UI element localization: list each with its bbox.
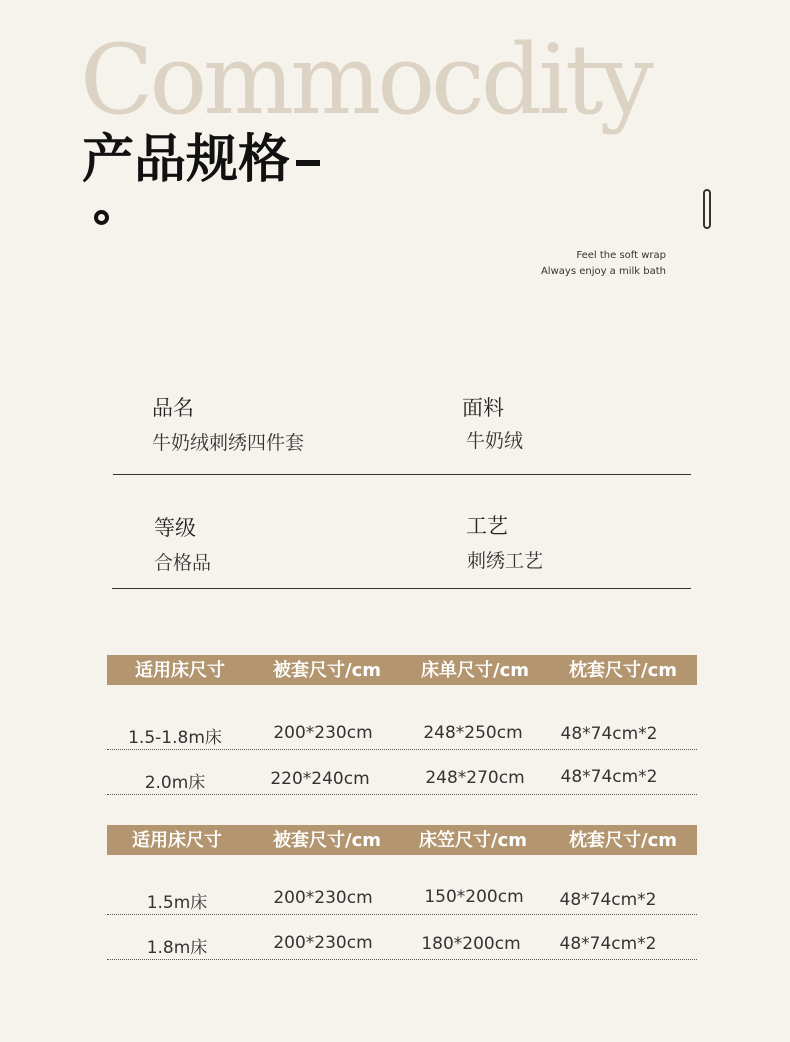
table-cell: 200*230cm <box>273 888 373 908</box>
table-cell: 48*74cm*2 <box>560 724 658 744</box>
table-header-cell: 床单尺寸/cm <box>421 660 529 681</box>
spec-label-craft: 工艺 <box>466 514 508 538</box>
table-header-cell: 被套尺寸/cm <box>273 660 381 681</box>
slogan <box>541 248 666 280</box>
table-row <box>107 930 697 970</box>
table-header-cell: 床笠尺寸/cm <box>419 830 527 851</box>
table-cell: 2.0m床 <box>144 773 206 793</box>
spec-divider <box>112 588 691 589</box>
spec-value-fabric: 牛奶绒 <box>466 430 524 452</box>
spec-divider <box>113 474 691 475</box>
page-title-text: 产品规格 <box>82 130 291 190</box>
spec-label-name: 品名 <box>152 396 194 420</box>
table-cell: 200*230cm <box>273 723 373 743</box>
spec-label-fabric: 面料 <box>462 396 504 420</box>
spec-value-grade: 合格品 <box>154 552 212 574</box>
slogan-line-2: Always enjoy a milk bath <box>540 266 666 277</box>
table-cell: 48*74cm*2 <box>559 890 657 910</box>
spec-label-grade: 等级 <box>154 516 196 540</box>
table-row <box>107 720 697 760</box>
row-divider <box>107 749 697 750</box>
table-header <box>107 825 697 855</box>
table-header-cell: 枕套尺寸/cm <box>569 660 677 681</box>
circle-dot-icon <box>94 210 109 225</box>
table-cell: 1.5m床 <box>146 893 208 913</box>
title-dash <box>296 160 320 166</box>
table-cell: 1.8m床 <box>146 938 208 958</box>
table-cell: 1.5-1.8m床 <box>128 728 222 748</box>
table-header-cell: 被套尺寸/cm <box>273 830 381 851</box>
table-cell: 200*230cm <box>273 933 373 953</box>
row-divider <box>107 959 697 960</box>
table-header <box>107 655 697 685</box>
table-cell: 48*74cm*2 <box>560 767 658 787</box>
table-header-cell: 适用床尺寸 <box>135 660 225 681</box>
page-title <box>82 132 320 189</box>
table-header-cell: 枕套尺寸/cm <box>569 830 677 851</box>
table-cell: 248*270cm <box>425 768 525 788</box>
capsule-decoration <box>703 189 711 229</box>
table-cell: 48*74cm*2 <box>559 934 657 954</box>
row-divider <box>107 794 697 795</box>
table-row <box>107 885 697 925</box>
spec-value-craft: 刺绣工艺 <box>467 550 544 572</box>
slogan-line-1: Feel the soft wrap <box>576 250 666 261</box>
background-word: Commocdity <box>80 24 650 136</box>
spec-value-name: 牛奶绒刺绣四件套 <box>152 432 305 454</box>
table-cell: 248*250cm <box>423 723 523 743</box>
table-cell: 150*200cm <box>424 887 524 907</box>
row-divider <box>107 914 697 915</box>
table-row <box>107 765 697 805</box>
table-header-cell: 适用床尺寸 <box>132 830 222 851</box>
table-cell: 220*240cm <box>270 769 370 789</box>
table-cell: 180*200cm <box>421 934 521 954</box>
